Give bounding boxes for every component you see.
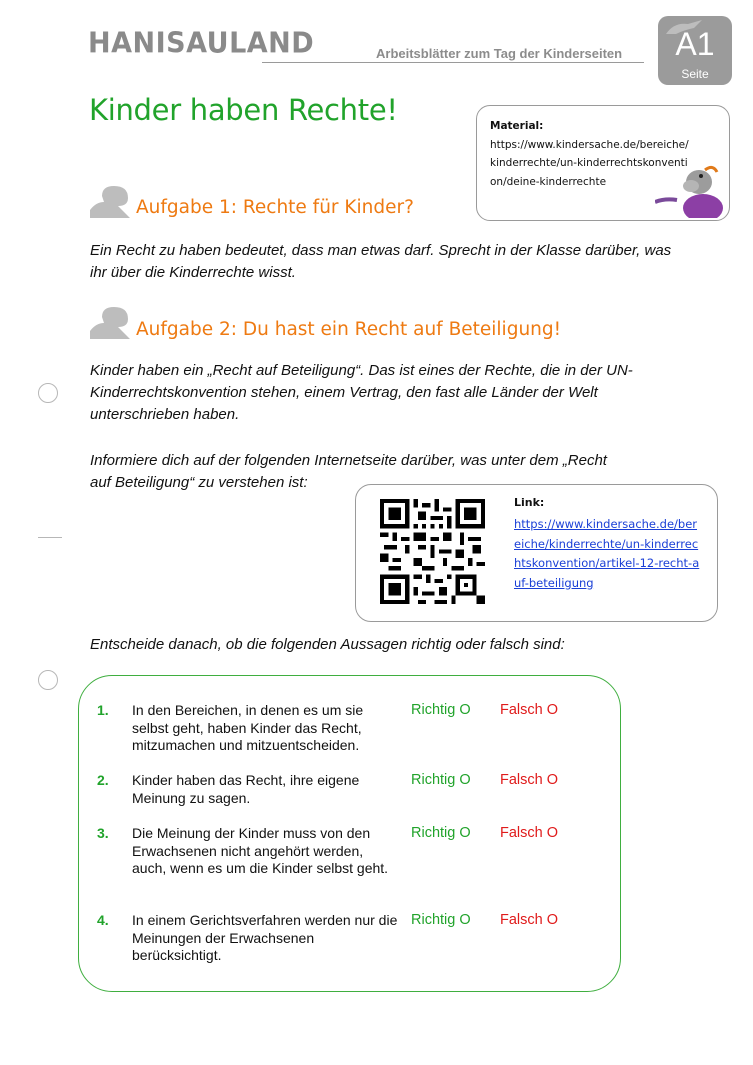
quiz-item-number: 4. xyxy=(97,912,109,928)
quiz-item-text: In den Bereichen, in denen es um sie selbst geht, haben Kinder das Recht, mitzumachen und mitzuentscheiden. xyxy=(132,702,364,753)
punch-hole-mark xyxy=(38,670,58,690)
header-subtitle: Arbeitsblätter zum Tag der Kinderseiten xyxy=(376,46,623,61)
task2-figure-icon xyxy=(88,305,132,339)
true-option[interactable]: Richtig O xyxy=(411,912,471,928)
task1-text: Ein Recht zu haben bedeutet, dass man etwas darf. Sprecht in der Klasse darüber, was ihr über die Kinderrechte wisst. xyxy=(90,242,672,281)
quiz-box xyxy=(78,675,621,992)
task2-info-line2: auf Beteiligung“ zu verstehen ist: xyxy=(90,474,308,491)
true-option[interactable]: Richtig O xyxy=(411,772,471,788)
page-title: Kinder haben Rechte! xyxy=(89,93,398,127)
quiz-item-number: 2. xyxy=(97,772,109,788)
true-option[interactable]: Richtig O xyxy=(411,702,471,718)
false-option[interactable]: Falsch O xyxy=(500,702,559,718)
header-rule xyxy=(262,62,644,63)
material-label: Material: xyxy=(490,120,544,132)
quiz-instruction: Entscheide danach, ob die folgenden Aussagen richtig oder falsch sind: xyxy=(90,636,565,653)
link-label: Link: xyxy=(514,496,545,509)
task1-figure-icon xyxy=(88,184,132,218)
material-box xyxy=(476,105,730,221)
hanisauland-logo: HANISAULAND xyxy=(88,27,315,60)
link-url[interactable]: https://www.kindersache.de/bereiche/kinderrechte/un-kinderrechtskonvention/artikel-12-recht-auf-beteiligung xyxy=(514,517,700,590)
task2-intro-text: Kinder haben ein „Recht auf Beteiligung“. Das ist eines der Rechte, die in der UN-Kinderrechtskonvention stehen, einem Vertrag, den fast alle Länder der Welt unterschrieben haben. xyxy=(90,362,633,423)
quiz-item-text: In einem Gerichtsverfahren werden nur die Meinungen der Erwachsenen berücksichtigt. xyxy=(132,912,398,963)
task2-info-line1: Informiere dich auf der folgenden Internetseite darüber, was unter dem „Recht xyxy=(90,452,607,469)
task1-heading: Aufgabe 1: Rechte für Kinder? xyxy=(136,197,414,218)
link-box xyxy=(355,484,718,622)
mascot-character-icon xyxy=(655,162,725,218)
quiz-item-text: Kinder haben das Recht, ihre eigene Meinung zu sagen. xyxy=(132,772,360,806)
badge-code: A1 xyxy=(675,26,715,62)
badge-label: Seite xyxy=(681,67,709,81)
task2-heading: Aufgabe 2: Du hast ein Recht auf Beteiligung! xyxy=(136,319,562,340)
page-badge xyxy=(658,16,732,85)
quiz-item-number: 3. xyxy=(97,825,109,841)
false-option[interactable]: Falsch O xyxy=(500,912,559,928)
qr-code-icon xyxy=(380,499,485,604)
material-url[interactable]: https://www.kindersache.de/bereiche/kinderrechte/un-kinderrechtskonvention/deine-kinderrechte xyxy=(490,138,689,188)
punch-hole-mark xyxy=(38,383,58,403)
fold-mark xyxy=(38,537,62,538)
false-option[interactable]: Falsch O xyxy=(500,825,559,841)
quiz-item-number: 1. xyxy=(97,702,109,718)
true-option[interactable]: Richtig O xyxy=(411,825,471,841)
false-option[interactable]: Falsch O xyxy=(500,772,559,788)
quiz-item-text: Die Meinung der Kinder muss von den Erwachsenen nicht angehört werden, auch, wenn es um die Kinder selbst geht. xyxy=(132,825,389,876)
